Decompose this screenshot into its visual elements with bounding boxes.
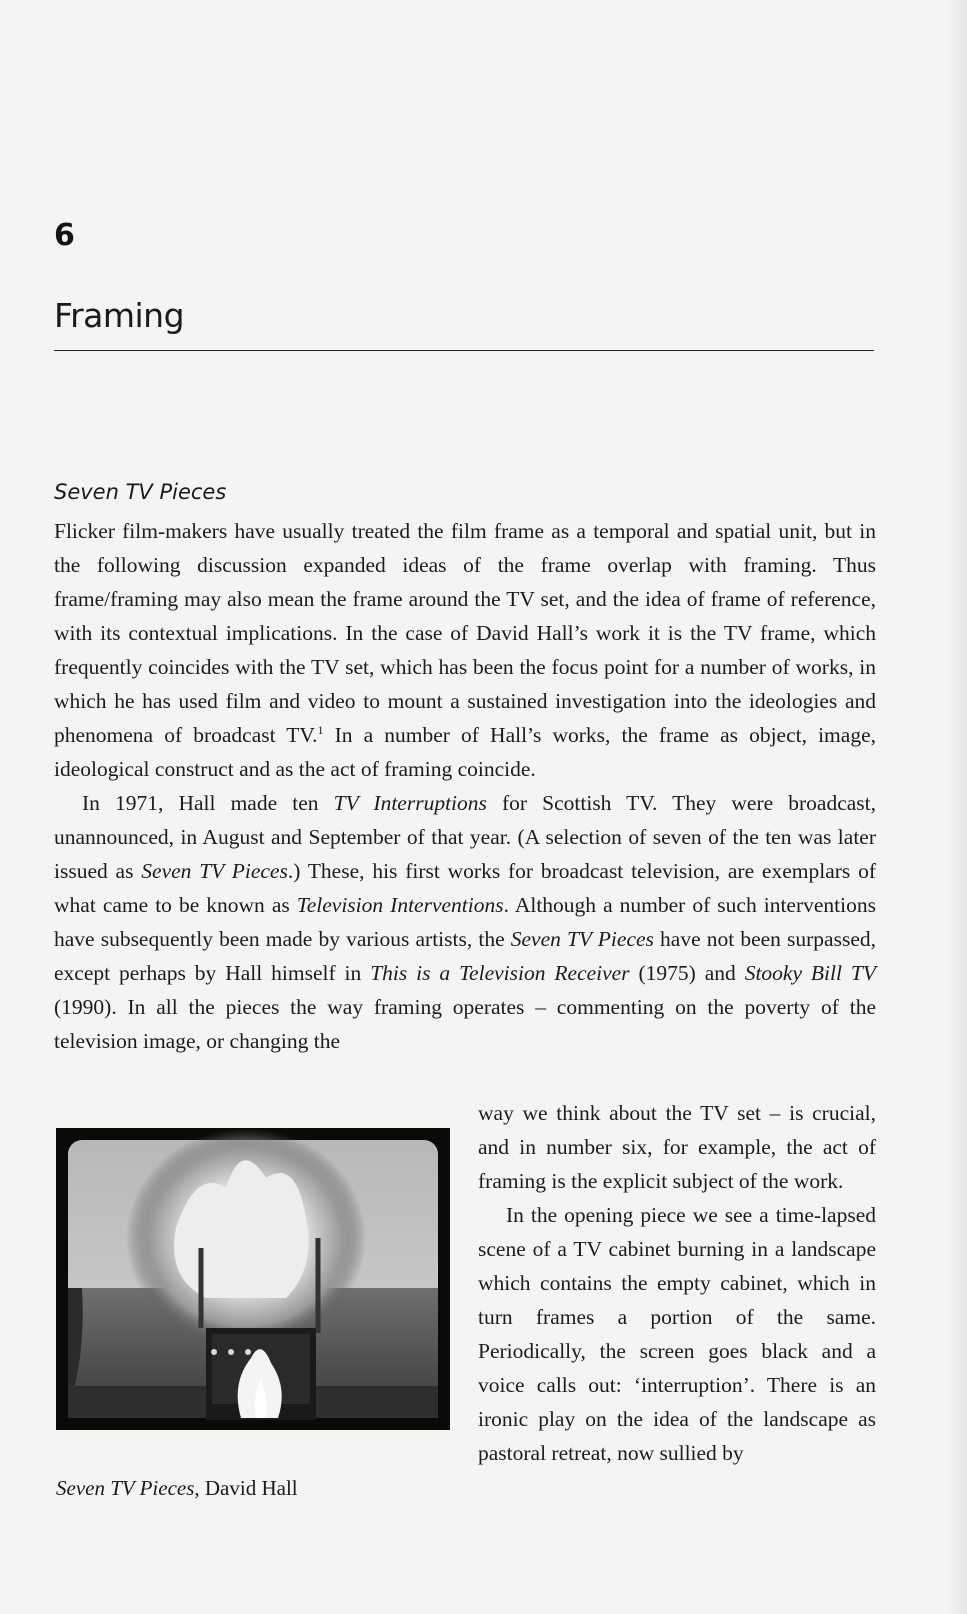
work-title: Stooky Bill TV — [744, 961, 876, 985]
text-run: have not been surpassed, except perhaps by Hall himself in — [54, 927, 876, 985]
burning-tv-image — [56, 1128, 450, 1430]
paragraph-1-end: In a number of Hall’s works, the frame as object, image, ideological construct and as the act of framing coincide. — [54, 723, 876, 781]
work-title: This is a Television Receiver — [370, 961, 630, 985]
work-title: TV Interruptions — [333, 791, 487, 815]
caption-author: , David Hall — [194, 1476, 298, 1500]
paragraph-3: In the opening piece we see a time-lapsed scene of a TV cabinet burning in a landscape which contains the empty cabinet, which in turn frames a portion of the same. Periodically, the screen goes black and a voice calls out: ‘interruption’. There is an ironic play on the idea of the landscape as pastoral retreat, now sullied by — [478, 1203, 876, 1465]
work-title: Seven TV Pieces — [141, 859, 288, 883]
paragraph-2 — [54, 786, 876, 1058]
footnote-ref[interactable]: 1 — [317, 722, 324, 737]
chapter-number: 6 — [54, 218, 75, 253]
paragraph-2-continued: way we think about the TV set – is crucial, and in number six, for example, the act of framing is the explicit subject of the work. — [478, 1101, 876, 1193]
body-text — [54, 514, 876, 1058]
paragraph-1-text: Flicker film-makers have usually treated the film frame as a temporal and spatial unit, but in the following discussion expanded ideas of the frame overlap with framing. Thus frame/framing may also mean the frame around the TV set, and the idea of frame of reference, with its contextual implications. In the case of David Hall’s work it is the TV frame, which frequently coincides with the TV set, which has been the focus point for a number of works, in which he has used film and video to mount a sustained investigation into the ideologies and phenomena of broadcast TV. — [54, 519, 876, 747]
title-rule — [54, 350, 874, 351]
section-heading: Seven TV Pieces — [54, 480, 227, 504]
text-run: for Scottish TV. They were broadcast, unannounced, in August and September of that year. (A selection of seven of the ten was later issued as — [54, 791, 876, 883]
wrapped-text — [478, 1096, 876, 1470]
work-title: Seven TV Pieces — [510, 927, 654, 951]
figure-caption — [56, 1476, 298, 1501]
text-run: In 1971, Hall made ten — [82, 791, 334, 815]
text-run: (1990). In all the pieces the way framing operates – commenting on the poverty of the television image, or changing the — [54, 995, 876, 1053]
text-run: (1975) and — [629, 961, 745, 985]
page-edge-shadow — [947, 0, 967, 1614]
work-title: Television Interventions — [296, 893, 504, 917]
caption-title: Seven TV Pieces — [56, 1476, 195, 1500]
paragraph-1 — [54, 514, 876, 786]
chapter-title: Framing — [54, 296, 185, 335]
figure-photo-burning-tv — [56, 1128, 450, 1430]
text-run: . Although a number of such interventions have subsequently been made by various artists, the — [54, 893, 876, 951]
text-run: .) These, his first works for broadcast television, are exemplars of what came to be known as — [54, 859, 876, 917]
